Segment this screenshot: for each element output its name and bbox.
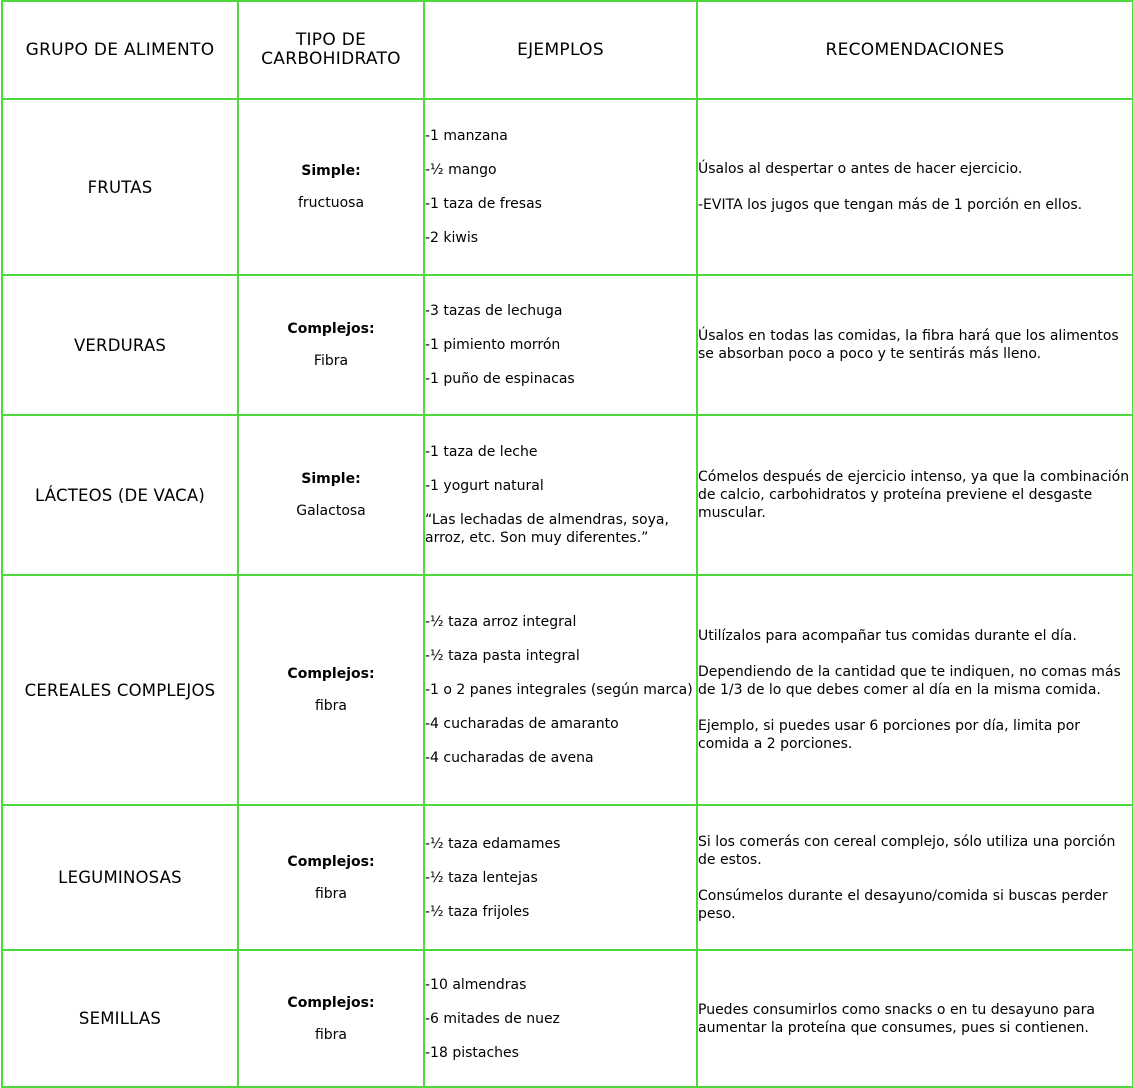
type-cell bbox=[238, 805, 424, 950]
example-item: -½ taza lentejas bbox=[425, 869, 538, 886]
example-item: -½ taza arroz integral bbox=[425, 614, 577, 630]
recommendation-text: Utilízalos para acompañar tus comidas durante el día. bbox=[698, 628, 1077, 644]
header-type-line1: TIPO DE bbox=[295, 30, 367, 50]
recommendation-text: Cómelos después de ejercicio intenso, ya que la combinación de calcio, carbohidratos y proteína previene el desgaste muscular. bbox=[698, 469, 1130, 521]
example-item: -½ taza pasta integral bbox=[425, 648, 580, 664]
recommendations-cell bbox=[697, 805, 1133, 950]
recommendations-cell bbox=[697, 99, 1133, 275]
type-cell bbox=[238, 275, 424, 415]
header-type bbox=[238, 1, 424, 99]
table-row bbox=[2, 805, 1133, 950]
example-item: -1 puño de espinacas bbox=[425, 371, 575, 387]
type-cell bbox=[238, 575, 424, 805]
examples-cell bbox=[424, 99, 697, 275]
type-title: Simple: bbox=[301, 163, 361, 179]
example-item: -4 cucharadas de avena bbox=[425, 750, 594, 766]
example-item: -18 pistaches bbox=[425, 1044, 519, 1061]
examples-cell bbox=[424, 575, 697, 805]
type-title: Complejos: bbox=[287, 321, 375, 337]
group-cell: VERDURAS bbox=[2, 275, 238, 415]
recommendation-text: Dependiendo de la cantidad que te indiquen, no comas más de 1/3 de lo que debes comer al día en la misma comida. bbox=[698, 664, 1121, 698]
table-row bbox=[2, 950, 1133, 1087]
example-item: -2 kiwis bbox=[425, 230, 479, 246]
recommendation-text: Úsalos en todas las comidas, la fibra hará que los alimentos se absorban poco a poco y te sentirás más lleno. bbox=[698, 328, 1119, 362]
header-group: GRUPO DE ALIMENTO bbox=[2, 1, 238, 99]
table-row bbox=[2, 275, 1133, 415]
recommendation-text: Úsalos al despertar o antes de hacer ejercicio. bbox=[698, 161, 1023, 177]
recommendation-text: -EVITA los jugos que tengan más de 1 porción en ellos. bbox=[698, 197, 1083, 213]
table-row bbox=[2, 575, 1133, 805]
recommendations-cell bbox=[697, 575, 1133, 805]
example-item: -1 pimiento morrón bbox=[425, 337, 561, 353]
type-cell bbox=[238, 99, 424, 275]
header-examples: EJEMPLOS bbox=[424, 1, 697, 99]
type-title: Complejos: bbox=[287, 994, 375, 1011]
example-item: -6 mitades de nuez bbox=[425, 1010, 560, 1027]
example-item: -4 cucharadas de amaranto bbox=[425, 716, 619, 732]
examples-cell bbox=[424, 805, 697, 950]
type-title: Complejos: bbox=[287, 666, 375, 682]
recommendation-text: Consúmelos durante el desayuno/comida si buscas perder peso. bbox=[698, 887, 1108, 922]
group-cell: SEMILLAS bbox=[2, 950, 238, 1087]
group-cell: FRUTAS bbox=[2, 99, 238, 275]
type-title: Simple: bbox=[301, 471, 361, 487]
group-cell: CEREALES COMPLEJOS bbox=[2, 575, 238, 805]
example-item: “Las lechadas de almendras, soya, arroz, etc. Son muy diferentes.” bbox=[425, 512, 669, 546]
table-row bbox=[2, 99, 1133, 275]
example-item: -1 yogurt natural bbox=[425, 478, 544, 494]
table-row bbox=[2, 415, 1133, 575]
examples-cell bbox=[424, 275, 697, 415]
type-detail: fructuosa bbox=[297, 195, 365, 211]
recommendations-cell bbox=[697, 415, 1133, 575]
recommendation-text: Puedes consumirlos como snacks o en tu desayuno para aumentar la proteína que consumes, pues si contienen. bbox=[698, 1001, 1095, 1036]
group-cell: LEGUMINOSAS bbox=[2, 805, 238, 950]
carbohydrate-table bbox=[1, 0, 1133, 1088]
header-recommendations: RECOMENDACIONES bbox=[697, 1, 1133, 99]
examples-cell bbox=[424, 415, 697, 575]
example-item: -½ taza edamames bbox=[425, 835, 561, 852]
type-detail: fibra bbox=[314, 885, 348, 902]
type-cell bbox=[238, 415, 424, 575]
header-type-line2: CARBOHIDRATO bbox=[261, 49, 401, 69]
example-item: -1 taza de leche bbox=[425, 444, 538, 460]
example-item: -1 o 2 panes integrales (según marca) bbox=[425, 682, 693, 698]
example-item: -1 manzana bbox=[425, 128, 508, 144]
examples-cell bbox=[424, 950, 697, 1087]
group-cell: LÁCTEOS (DE VACA) bbox=[2, 415, 238, 575]
example-item: -3 tazas de lechuga bbox=[425, 303, 563, 319]
type-cell bbox=[238, 950, 424, 1087]
example-item: -½ taza frijoles bbox=[425, 903, 530, 920]
type-detail: fibra bbox=[314, 698, 348, 714]
recommendations-cell bbox=[697, 950, 1133, 1087]
recommendations-cell bbox=[697, 275, 1133, 415]
type-detail: Fibra bbox=[313, 353, 349, 369]
header-row bbox=[2, 1, 1133, 99]
recommendation-text: Si los comerás con cereal complejo, sólo utiliza una porción de estos. bbox=[698, 833, 1116, 868]
recommendation-text: Ejemplo, si puedes usar 6 porciones por día, limita por comida a 2 porciones. bbox=[698, 718, 1081, 752]
example-item: -1 taza de fresas bbox=[425, 196, 542, 212]
type-title: Complejos: bbox=[287, 853, 375, 870]
type-detail: fibra bbox=[314, 1026, 348, 1043]
example-item: -½ mango bbox=[425, 162, 497, 178]
type-detail: Galactosa bbox=[296, 503, 366, 519]
example-item: -10 almendras bbox=[425, 976, 527, 993]
